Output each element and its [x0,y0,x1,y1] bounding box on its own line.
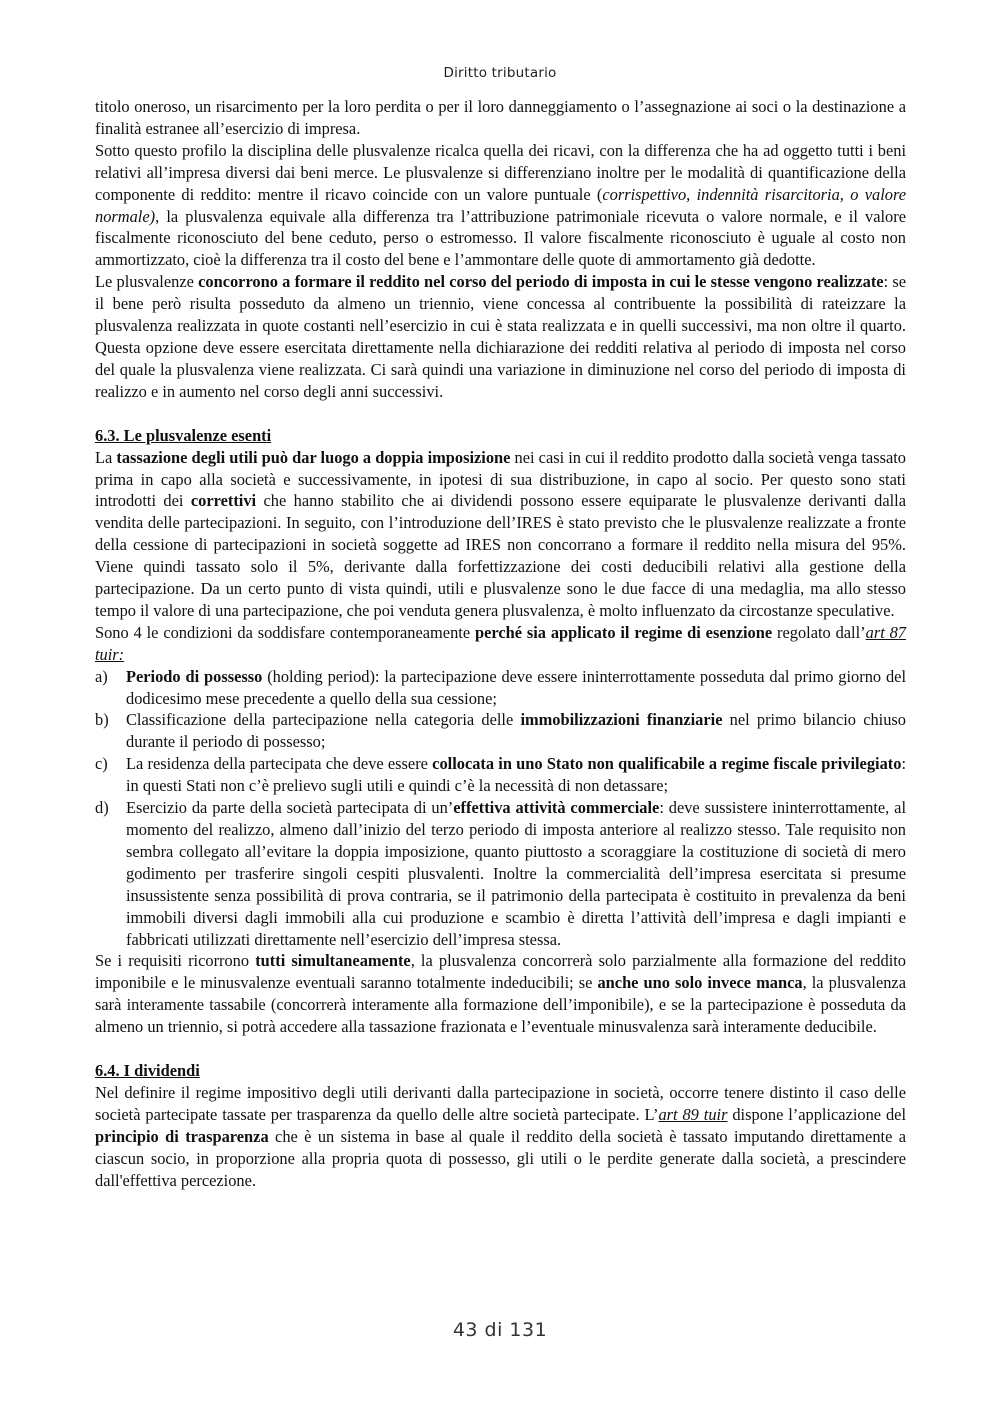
bold-text: tutti simultaneamente [255,951,411,971]
list-marker: a) [95,666,108,686]
bold-text: effettiva attività commerciale [453,798,660,818]
bold-text: Periodo di possesso [126,666,263,686]
page-number: 43 di 131 [452,1319,548,1341]
list-item: d) Esercizio da parte della società partecipata di un’effettiva attività commerciale: deve sussistere ininterrottamente, al momento del realizzo, almeno dall’inizio del terzo periodo di imposta anteriore al realizzo stesso. Tale requisito non sembra collegato all’evitare la doppia imposizione, quanto piuttosto a scoraggiare la costituzione di società di mero godimento per trasferire singoli cespiti plusvalenti. Inoltre la commercialità dell’impresa esercitata si presume insussistente senza possibilità di prova contraria, se il patrimonio della partecipata è costituito in prevalenza da beni immobili diversi dagli immobili alla cui produzione e scambio è diretta l’attività dell’impresa e dagli impianti e fabbricati utilizzati direttamente nell’esercizio dell’impresa stessa. [95,798,906,949]
paragraph: Le plusvalenze concorrono a formare il reddito nel corso del periodo di imposta in cui le stesse vengono realizzate: se il bene però risulta posseduto da almeno un triennio, viene concessa al contribuente la possibilità di rateizzare la plusvalenza realizzata in quote costanti nell’esercizio in cui è stata realizzata e in quelli successivi, ma non oltre il quarto. Questa opzione deve essere esercitata direttamente nella dichiarazione dei redditi relativa al periodo di imposta nel corso del quale la plusvalenza viene realizzata. Ci sarà quindi una variazione in diminuzione nel corso del periodo di imposta di realizzo e in aumento nel corso degli anni successivi. [95,272,907,401]
list-marker: b) [95,710,109,730]
list-item: a) Periodo di possesso (holding period): la partecipazione deve essere ininterrottamente posseduta dal primo giorno del dodicesimo mese precedente a quello della sua cessione; [95,666,906,708]
section-heading: 6.4. I dividendi [95,1061,200,1081]
paragraph: Se i requisiti ricorrono tutti simultaneamente, la plusvalenza concorrerà solo parzialmente alla formazione del reddito imponibile e le minusvalenze eventuali saranno totalmente indeducibili; se anche uno solo invece manca, la plusvalenza sarà interamente tassabile (concorrerà interamente alla formazione dell’imponibile), e se la partecipazione è posseduta da almeno un triennio, si potrà accedere alla tassazione frazionata e l’eventuale minusvalenza sarà interamente deducibile. [95,951,906,1037]
list-item: c) La residenza della partecipata che deve essere collocata in uno Stato non qualificabile a regime fiscale privilegiato: in questi Stati non c’è prelievo sugli utili e quindi c’è la necessità di non detassare; [95,754,906,796]
bold-text: principio di trasparenza [95,1126,269,1146]
bold-text: anche uno solo invece manca [597,973,803,993]
law-reference-link[interactable]: art 87 tuir: [95,622,907,664]
paragraph: Nel definire il regime impositivo degli utili derivanti dalla partecipazione in società, occorre tenere distinto il caso delle società partecipate tassate per trasparenza da quello delle altre società partecipate. L’art 89 tuir dispone l’applicazione del principio di trasparenza che è un sistema in base al quale il reddito della società è tassato imputando direttamente a ciascun socio, in proporzione alla propria quota di possesso, gli utili o le perdite generate dalla società, a prescindere dall'effettiva percezione. [95,1082,907,1190]
bold-text: tassazione degli utili può dar luogo a doppia imposizione [116,447,511,467]
bold-text: perché sia applicato il regime di esenzione [474,622,773,642]
list-marker: d) [95,798,109,818]
bold-text: concorrono a formare il reddito nel corso del periodo di imposta in cui le stesse vengono realizzate [198,272,884,292]
list-item: b) Classificazione della partecipazione nella categoria delle immobilizzazioni finanziarie nel primo bilancio chiuso durante il periodo di possesso; [95,710,906,752]
paragraph: titolo oneroso, un risarcimento per la loro perdita o per il loro danneggiamento o l’assegnazione ai soci o la destinazione a finalità estranee all’esercizio di impresa. [95,97,906,138]
paragraph: Sono 4 le condizioni da soddisfare contemporaneamente perché sia applicato il regime di esenzione regolato dall’art 87 tuir: [95,622,907,664]
running-header: Diritto tributario [443,65,557,81]
law-reference-link[interactable]: art 89 tuir [658,1104,728,1124]
list-marker: c) [95,754,108,774]
section-heading: 6.3. Le plusvalenze esenti [95,425,272,445]
conditions-list [95,666,906,951]
bold-text: correttivi [190,491,257,511]
paragraph: Sotto questo profilo la disciplina delle plusvalenze ricalca quella dei ricavi, con la differenza che ha ad oggetto tutti i beni relativi all’impresa diversi dai beni merce. Le plusvalenze si differenziano inoltre per le modalità di quantificazione della componente di reddito: mentre il ricavo coincide con un valore puntuale (corrispettivo, indennità risarcitoria, o valore normale), la plusvalenza equivale alla differenza tra l’attribuzione patrimoniale ricevuta o valore normale, e il valore fiscalmente riconosciuto del bene ceduto, perso o estromesso. Il valore fiscalmente riconosciuto è uguale al costo non ammortizzato, cioè la differenza tra il costo del bene e l’ammontare delle quote di ammortamento già dedotte. [95,140,906,270]
bold-text: collocata in uno Stato non qualificabile a regime fiscale privilegiato [432,754,902,774]
page-content [95,96,906,1192]
paragraph: La tassazione degli utili può dar luogo a doppia imposizione nei casi in cui il reddito prodotto dalla società venga tassato prima in capo alla società e successivamente, in ipotesi di sua distribuzione, in capo al socio. Per questo sono stati introdotti dei correttivi che hanno stabilito che ai dividendi possono essere equiparate le plusvalenze derivanti dalla vendita delle partecipazioni. In seguito, con l’introduzione dell’IRES è stato previsto che le plusvalenze realizzate a fronte della cessione di partecipazioni in società soggette ad IRES non concorrano a formare il reddito nella misura del 95%. Viene quindi tassato solo il 5%, derivante dalla forfettizzazione dei costi deducibili relativi alla gestione della partecipazione. Da un certo punto di vista quindi, utili e plusvalenze sono le due facce di una medaglia, ma allo stesso tempo il valore di una partecipazione, che poi venduta genera plusvalenza, è molto influenzato da circostanze speculative. [95,447,906,620]
bold-text: immobilizzazioni finanziarie [520,710,723,730]
italic-text: corrispettivo, indennità risarcitoria, o valore normale) [95,184,906,226]
